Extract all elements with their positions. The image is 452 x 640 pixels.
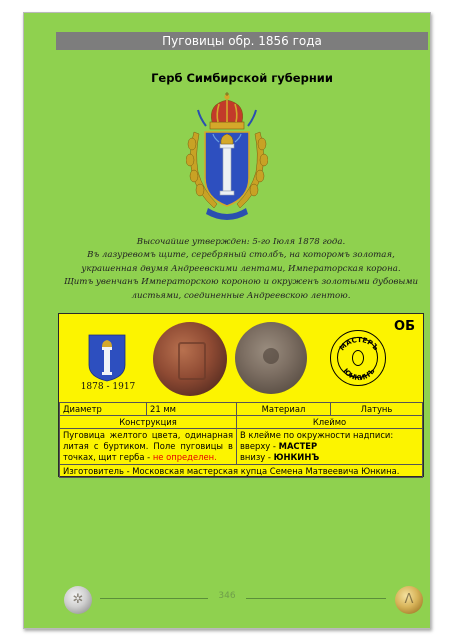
construction-text: Пуговица желтого цвета, одинарная литая с буртиком. Поле пуговицы в точках, щит герба - не определен.: [60, 429, 237, 465]
diameter-label: Диаметр: [60, 403, 147, 416]
simbirsk-coat-of-arms-icon: [186, 92, 268, 228]
button-front-photo: [153, 322, 227, 396]
section-title: Герб Симбирской губернии: [151, 71, 333, 85]
stamp-bottom-text: ЮНКИНЪ: [341, 366, 377, 383]
page-header: Пуговицы обр. 1856 года: [56, 32, 428, 50]
description-line: Щитъ увенчанъ Императорскою короною и окруженъ золотыми дубовыми: [63, 277, 419, 288]
svg-text:ЮНКИНЪ: [341, 367, 376, 382]
footer-divider: [246, 598, 386, 599]
button-back-photo: [235, 322, 307, 394]
maker-text: Изготовитель - Московская мастерская купца Семена Матвеевича Юнкина.: [60, 465, 423, 478]
stamp-top-text: МАСТЕРЪ: [337, 335, 381, 353]
description-line: Въ лазуревомъ щите, серебряный столбъ, на которомъ золотая,: [87, 250, 395, 261]
svg-text:МАСТЕРЪ: [338, 336, 380, 353]
maker-stamp-icon: [330, 330, 386, 386]
construction-highlight: не определен.: [152, 452, 217, 462]
description-line: Высочайше утвержден: 5-го Іюля 1878 года.: [136, 237, 346, 247]
gold-button-emblem-icon: Λ: [395, 586, 423, 614]
simbirsk-shield-icon: [87, 333, 127, 383]
footer-divider: [100, 598, 208, 599]
description-line: украшенная двумя Андреевскими лентами, Императорская корона.: [81, 263, 401, 274]
description-line: листьями, соединенные Андреевскою лентою.: [131, 290, 351, 301]
mark-top-value: МАСТЕР: [278, 441, 318, 451]
material-label: Материал: [237, 403, 331, 416]
mark-bottom-value: ЮНКИНЪ: [273, 452, 320, 462]
silver-button-emblem-icon: ✲: [64, 586, 92, 614]
construction-label: Конструкция: [60, 416, 237, 429]
coat-description: [58, 236, 424, 303]
diameter-value: 21 мм: [147, 403, 237, 416]
mark-label: Клеймо: [237, 416, 423, 429]
page-number: 346: [218, 591, 236, 601]
button-info-panel: [58, 313, 424, 477]
mark-text: В клейме по окружности надписи: вверху - МАСТЕР внизу - ЮНКИНЪ: [237, 429, 423, 465]
specs-table: [59, 402, 423, 478]
panel-badge: ОБ: [394, 319, 415, 334]
material-value: Латунь: [331, 403, 423, 416]
years-label: 1878 - 1917: [80, 382, 136, 392]
